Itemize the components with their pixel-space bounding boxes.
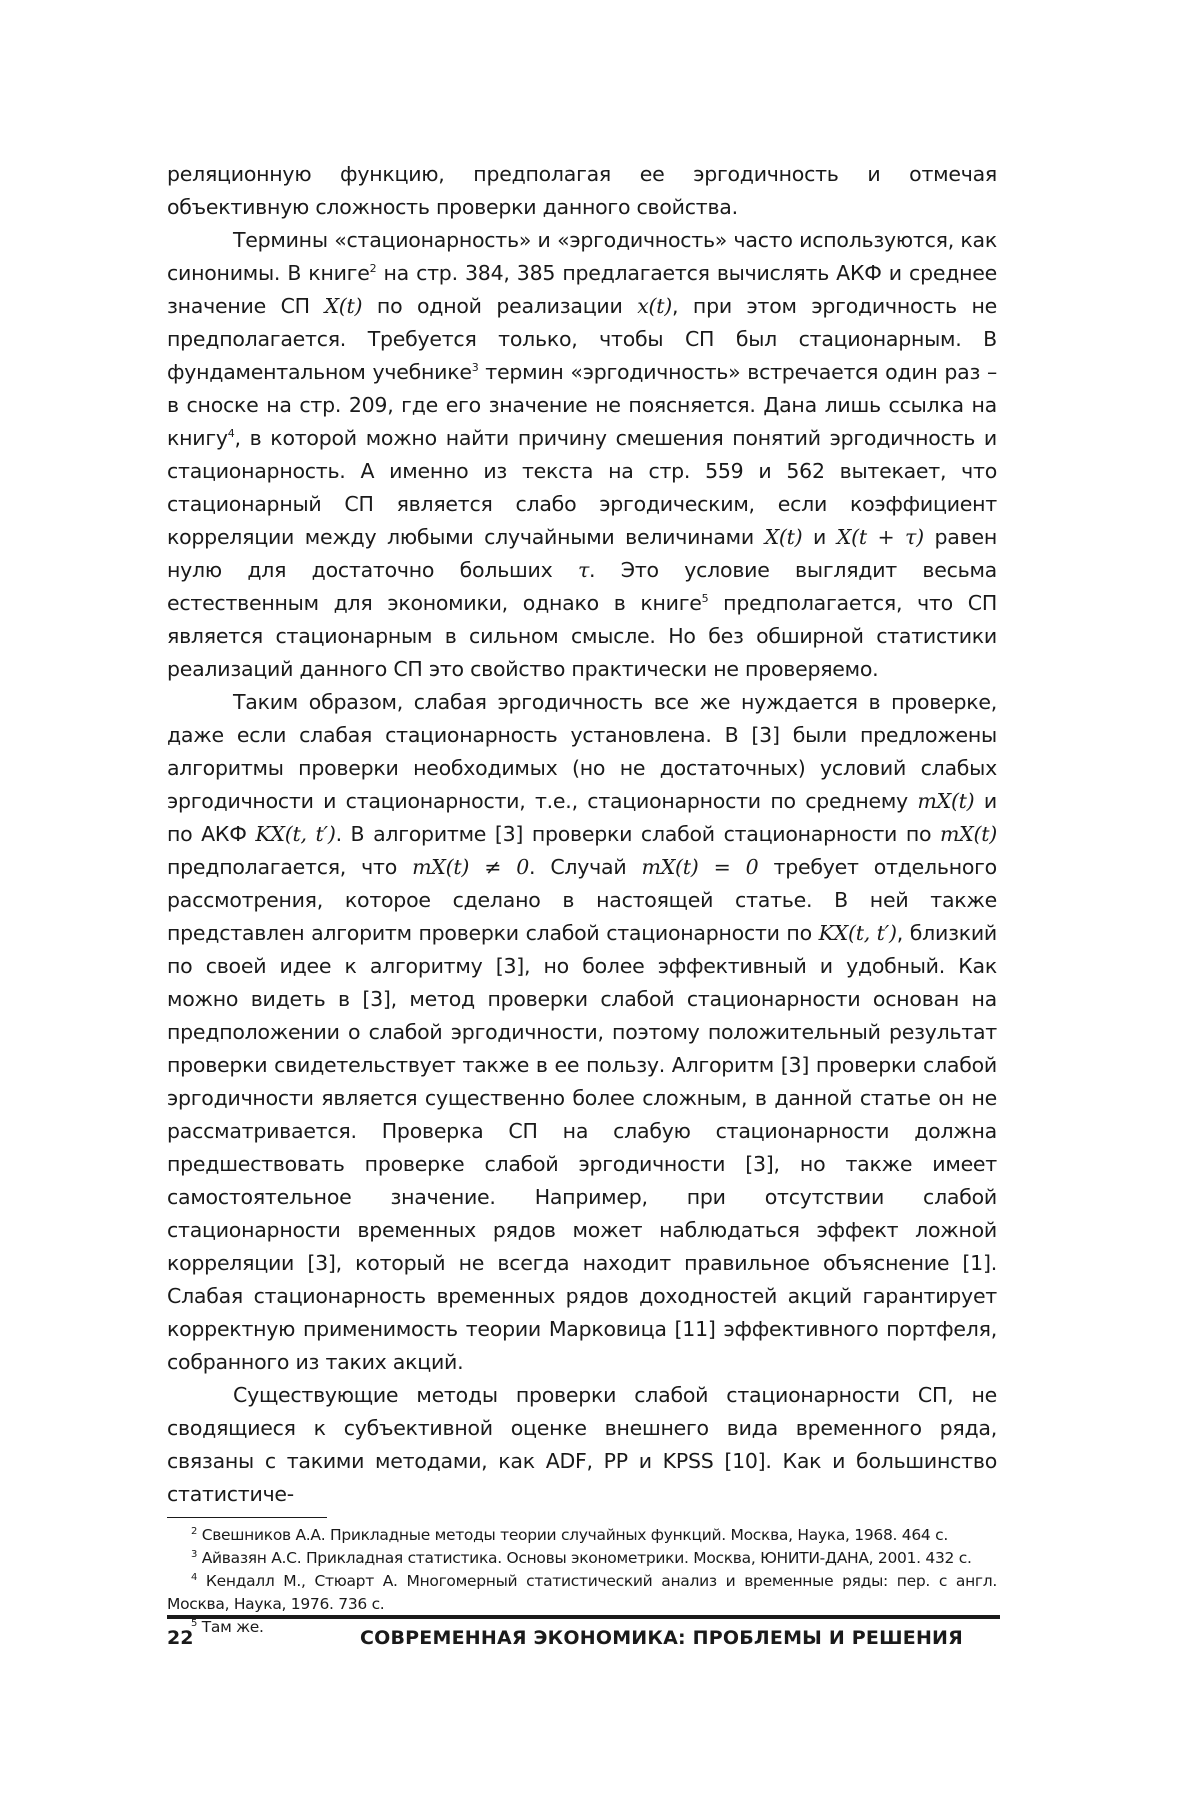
text-run: , при этом эргодичность не предполагается. Требуется только, чтобы СП был стационарным. В фундаментальном учебнике	[167, 294, 997, 384]
footnote-4	[167, 1570, 997, 1616]
math-inline: mX(t) ≠ 0	[412, 855, 529, 879]
footnote-separator	[167, 1517, 327, 1518]
text-run: термин «эргодичность» встречается один раз – в сноске на стр. 209, где его значение не поясняется. Дана лишь ссылка на книгу	[167, 360, 997, 450]
footnote-number: 2	[191, 1526, 197, 1537]
text-run: , в которой можно найти причину смешения понятий эргодичность и стационарность. А именно из текста на стр. 559 и 562 вытекает, что стационарный СП является слабо эргодическим, если коэффициент корреляции между любыми случайными величинами	[167, 426, 997, 549]
paragraph-1	[167, 158, 997, 224]
text-run: , близкий по своей идее к алгоритму [3], но более эффективный и удобный. Как можно видеть в [3], метод проверки слабой стационарности основан на предположении о слабой эргодичности, поэтому положительный результат проверки свидетельствует также в ее пользу. Алгоритм [3] проверки слабой эргодичности является существенно более сложным, в данной статье он не рассматривается. Проверка СП на слабую стационарности должна предшествовать проверке слабой эргодичности [3], но также имеет самостоятельное значение. Например, при отсутствии слабой стационарности временных рядов может наблюдаться эффект ложной корреляции [3], который не всегда находит правильное объяснение [1]. Слабая стационарность временных рядов доходностей акций гарантирует корректную применимость теории Марковица [11] эффективного портфеля, собранного из таких акций.	[167, 921, 997, 1374]
text-run: на стр. 384, 385 предлагается вычислять АКФ и среднее значение СП	[167, 261, 997, 318]
footnote-3	[167, 1547, 997, 1570]
paragraph-3	[167, 686, 997, 1379]
footnote-number: 5	[191, 1618, 197, 1629]
text-run: . Это условие выглядит весьма естественным для экономики, однако в книге	[167, 558, 997, 615]
text-run: и по АКФ	[167, 789, 997, 846]
footnote-text: Там же.	[202, 1618, 264, 1636]
math-inline: τ	[578, 558, 589, 582]
footnotes	[167, 1524, 997, 1639]
text-run: равен нулю для достаточно больших	[167, 525, 997, 582]
text-run: . Случай	[529, 855, 642, 879]
math-inline: x(t)	[637, 294, 672, 318]
footnote-ref-4[interactable]: 4	[228, 427, 235, 440]
footnote-number: 3	[191, 1549, 197, 1560]
text-run: и	[802, 525, 836, 549]
text-run: по одной реализации	[362, 294, 637, 318]
footnote-text: Айвазян А.С. Прикладная статистика. Основы эконометрики. Москва, ЮНИТИ-ДАНА, 2001. 432 с.	[202, 1549, 972, 1567]
footer-rule	[167, 1615, 1000, 1619]
text-run: предполагается, что СП является стационарным в сильном смысле. Но без обширной статистики реализаций данного СП это свойство практически не проверяемо.	[167, 591, 997, 681]
page-number: 22	[167, 1627, 193, 1649]
page-footer	[167, 1627, 1000, 1657]
math-inline: X(t + τ)	[837, 525, 924, 549]
paragraph-2	[167, 224, 997, 686]
text-run: предполагается, что	[167, 855, 412, 879]
text-run: Термины «стационарность» и «эргодичность» часто используются, как синонимы. В книге	[167, 228, 997, 285]
footnote-ref-3[interactable]: 3	[472, 361, 479, 374]
footnote-number: 4	[191, 1572, 197, 1583]
math-inline: KX(t, t′)	[255, 822, 335, 846]
text-run: Таким образом, слабая эргодичность все же нуждается в проверке, даже если слабая стационарность установлена. В [3] были предложены алгоритмы проверки необходимых (но не достаточных) условий слабых эргодичности и стационарности, т.е., стационарности по среднему	[167, 690, 997, 813]
math-inline: mX(t) = 0	[642, 855, 759, 879]
footnote-text: Кендалл М., Стюарт А. Многомерный статистический анализ и временные ряды: пер. с англ. Москва, Наука, 1976. 736 с.	[167, 1572, 997, 1613]
math-inline: X(t)	[324, 294, 362, 318]
paragraph-4-text: Существующие методы проверки слабой стационарности СП, не сводящиеся к субъективной оценке внешнего вида временного ряда, связаны с такими методами, как ADF, PP и KPSS [10]. Как и большинство статистиче-	[167, 1383, 997, 1506]
paragraph-4	[167, 1379, 997, 1511]
journal-title: СОВРЕМЕННАЯ ЭКОНОМИКА: ПРОБЛЕМЫ И РЕШЕНИЯ	[360, 1627, 963, 1649]
math-inline: mX(t)	[940, 822, 997, 846]
footnote-ref-5[interactable]: 5	[702, 592, 709, 605]
math-inline: X(t)	[765, 525, 803, 549]
footnote-text: Свешников А.А. Прикладные методы теории случайных функций. Москва, Наука, 1968. 464 с.	[202, 1526, 948, 1544]
page-body	[167, 158, 997, 1639]
paragraph-1-text: реляционную функцию, предполагая ее эргодичность и отмечая объективную сложность проверки данного свойства.	[167, 162, 997, 219]
math-inline: mX(t)	[917, 789, 974, 813]
math-inline: KX(t, t′)	[819, 921, 897, 945]
text-run: . В алгоритме [3] проверки слабой стационарности по	[336, 822, 940, 846]
footnote-ref-2[interactable]: 2	[370, 262, 377, 275]
text-run: требует отдельного рассмотрения, которое сделано в настоящей статье. В ней также представлен алгоритм проверки слабой стационарности по	[167, 855, 997, 945]
footnote-2	[167, 1524, 997, 1547]
